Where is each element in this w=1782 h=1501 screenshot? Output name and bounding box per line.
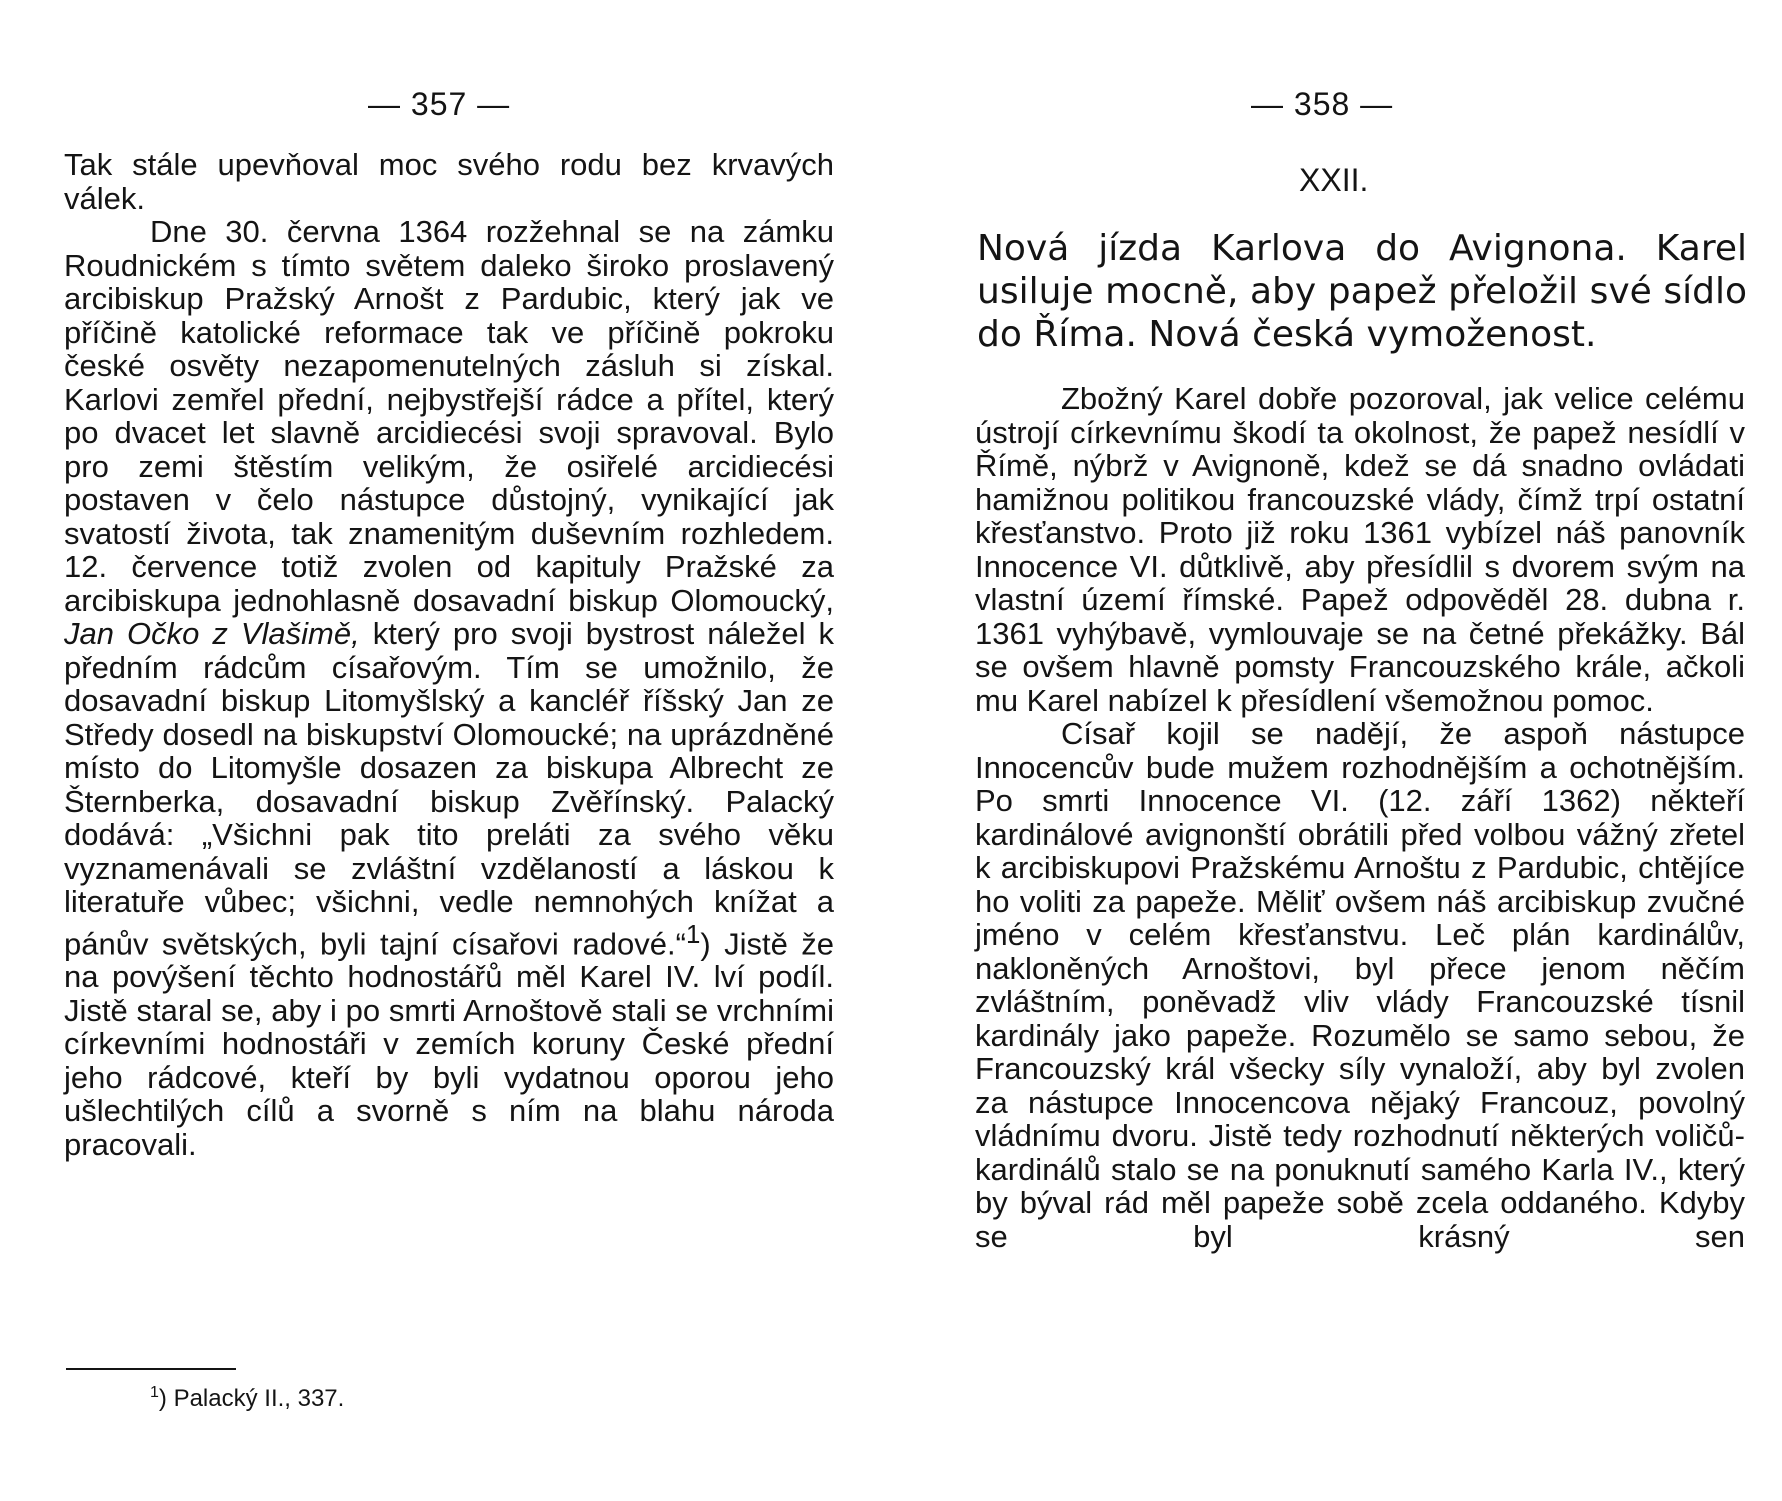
right-page xyxy=(891,0,1782,1501)
paragraph: Císař kojil se nadějí, že aspoň nástupce Innocencův bude mužem rozhodnějším a ochotnějším. Po smrti Innocence VI. (12. září 1362) někteří kardinálové avignonští obrátili před volbou vážný zřetel k arcibiskupovi Pražskému Arnoštu z Pardubic, chtějíce ho voliti za papeže. Měliť ovšem náš arcibiskup zvučné jméno v celém křesťanstvu. Leč plán kardinálův, nakloněných Arnoštovi, byl přece jenom něčím zvláštním, poněvadž vliv vlády Francouzské tísnil kardinály jako papeže. Rozumělo se samo sebou, že Francouzský král všecky síly vynaloží, aby byl zvolen za nástupce Innocencova nějaký Francouz, povolný vládnímu dvoru. Jistě tedy rozhodnutí některých voličů-kardinálů stalo se na ponuknutí samého Karla IV., který by býval rád měl papeže sobě zcela oddaného. Kdyby se byl krásný sen xyxy=(975,716,1745,1254)
left-text-column xyxy=(64,148,834,1161)
paragraph-text: ) Jistě že na povýšení těchto hodnostářů měl Karel IV. lví podíl. Jistě staral se, aby i po smrti Arnoštově stali se vrchními církevními hodnostáři v zemích koruny České přední jeho rádcové, kteří by byli vydatnou oporou jeho ušlechtilých cílů a svorně s ním na blahu národa pracovali. xyxy=(64,925,835,1162)
right-text-column xyxy=(975,382,1745,1253)
italic-name: Jan Očko z Vlašimě, xyxy=(64,616,360,651)
footnote-text: ) Palacký II., 337. xyxy=(158,1385,345,1412)
paragraph-text: Dne 30. června 1364 rozžehnal se na zámku Roudnickém s tímto světem daleko široko proslavený arcibiskup Pražský Arnošt z Pardubic, který jak ve příčině katolické reformace tak ve příčině pokroku české osvěty nezapomenutelných zásluh si získal. Karlovi zemřel přední, nejbystřejší rádce a přítel, který po dvacet let slavně arcidiecési svoji spravoval. Bylo pro zemi štěstím velikým, že osiřelé arcidiecési postaven v čelo nástupce důstojný, vynikající jak svatostí života, tak znamenitým duševním rozhledem. 12. července totiž zvolen od kapituly Pražské za arcibiskupa jednohlasně dosavadní biskup Olomoucký, xyxy=(64,214,834,618)
footnote-marker: 1 xyxy=(150,1384,159,1401)
footnote xyxy=(150,1384,344,1413)
chapter-number: XXII. xyxy=(1299,162,1369,198)
footnote-divider xyxy=(66,1368,236,1370)
paragraph-text: který pro svoji bystrost náležel k předním rádcům císařovým. Tím se umožnilo, že dosavadní biskup Litomyšlský a kancléř říšský Jan ze Středy dosedl na biskupství Olomoucké; na uprázdněné místo do Litomyšle dosazen za biskupa Albrecht ze Šternberka, dosavadní biskup Zvěřínský. Palacký dodává: „Všichni pak tito preláti za svého věku vyznamenávali se zvláštní vzdělaností a láskou k literatuře vůbec; všichni, vedle nemnohých knížat a pánův světských, byli tajní císařovi radové.“ xyxy=(64,616,835,961)
paragraph: Zbožný Karel dobře pozoroval, jak velice celému ústrojí církevnímu škodí ta okolnost, že papež nesídlí v Římě, nýbrž v Avignoně, kdež se dá snadno ovládati hamižnou politikou francouzské vlády, čímž trpí ostatní křesťanstvo. Proto již roku 1361 vybízel náš panovník Innocence VI. důtklivě, aby přesídlil s dvorem svým na vlastní území římské. Papež odpověděl 28. dubna r. 1361 vyhýbavě, vymlouvaje se na četné překážky. Bál se ovšem hlavně pomsty Francouzského krále, ačkoli mu Karel nabízel k přesídlení všemožnou pomoc. xyxy=(975,381,1745,718)
paragraph xyxy=(64,215,834,1161)
chapter-title: Nová jízda Karlova do Avignona. Karel usiluje mocně, aby papež přeložil své sídlo do Říma. Nová česká vymoženost. xyxy=(977,228,1747,355)
page-number: — 358 — xyxy=(1251,86,1394,122)
footnote-reference: 1 xyxy=(685,920,701,949)
page-number: — 357 — xyxy=(368,86,511,122)
paragraph: Tak stále upevňoval moc svého rodu bez krvavých válek. xyxy=(64,147,834,216)
